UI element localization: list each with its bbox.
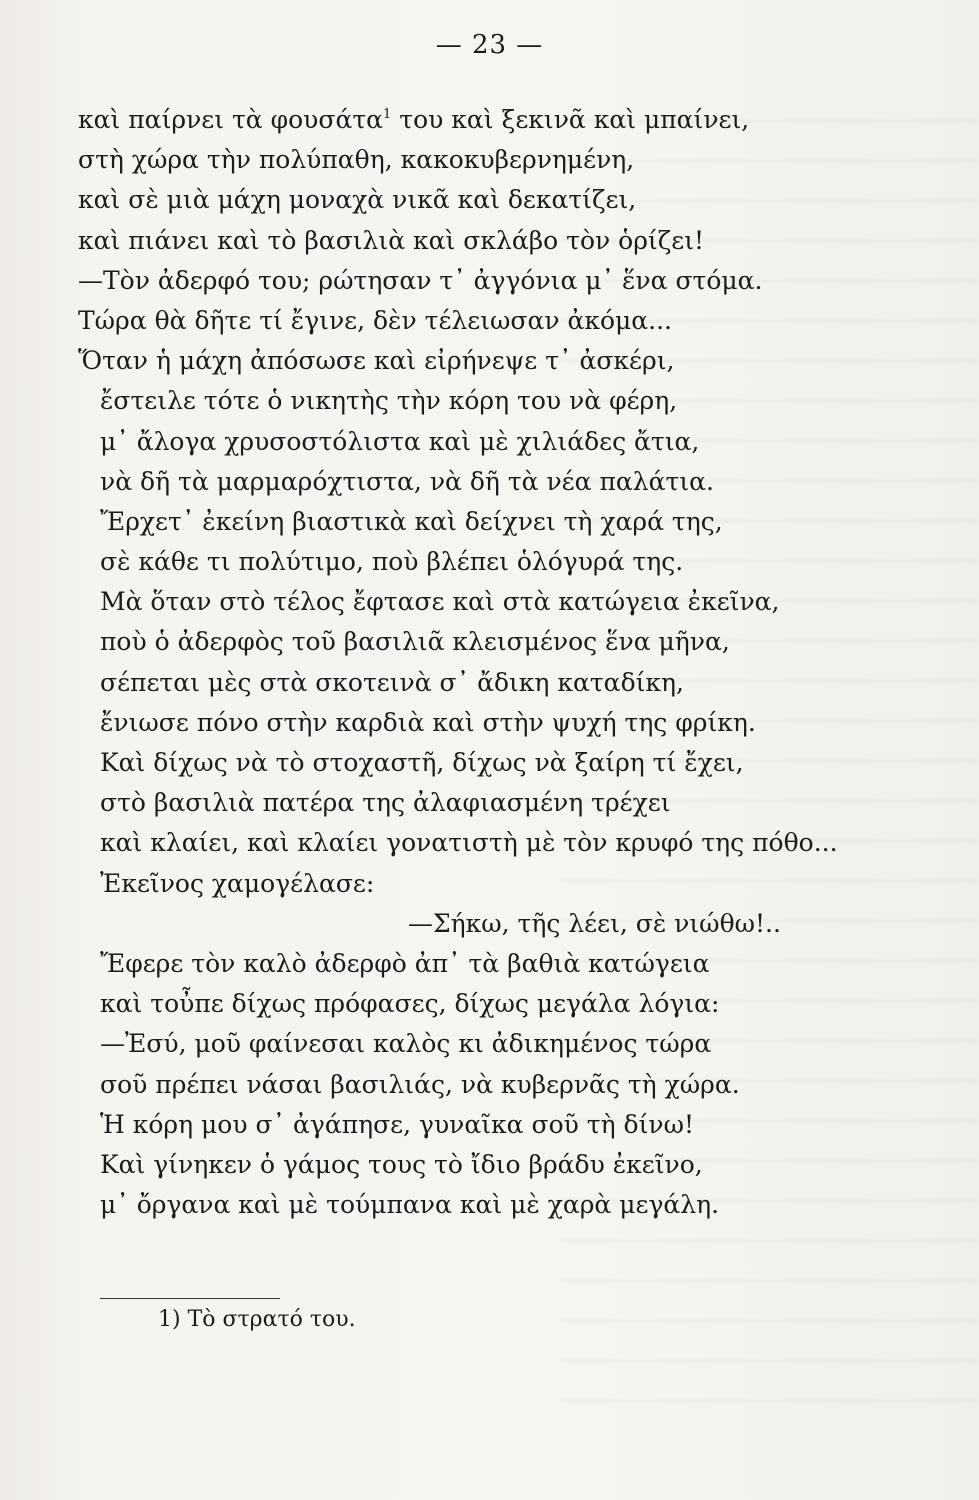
verse-line-7: Ὅταν ἡ μάχη ἀπόσωσε καὶ εἰρήνεψε τ᾽ ἀσκέρι, xyxy=(78,346,675,376)
verse-line-13: Μὰ ὅταν στὸ τέλος ἔφτασε καὶ στὰ κατώγεια ἐκεῖνα, xyxy=(100,587,780,617)
footnote: 1) Τὸ στρατό του. xyxy=(158,1307,356,1332)
verse-line-10: νὰ δῆ τὰ μαρμαρόχτιστα, νὰ δῆ τὰ νέα παλάτια. xyxy=(100,466,714,496)
verse-line-16: ἔνιωσε πόνο στὴν καρδιὰ καὶ στὴν ψυχή της φρίκη. xyxy=(100,707,756,737)
verse-line-11: Ἔρχετ᾽ ἐκείνη βιαστικὰ καὶ δείχνει τὴ χαρά της, xyxy=(100,506,723,536)
verse-line-1-end: του καὶ ξεκινᾶ καὶ μπαίνει, xyxy=(391,105,750,134)
verse-line-9: μ᾽ ἄλογα χρυσοστόλιστα καὶ μὲ χιλιάδες ἄτια, xyxy=(100,426,700,456)
verse-line-24: —Ἐσύ, μοῦ φαίνεσαι καλὸς κι ἀδικημένος τώρα xyxy=(100,1029,712,1059)
verse-line-3: καὶ σὲ μιὰ μάχη μοναχὰ νικᾶ καὶ δεκατίζει, xyxy=(78,185,637,215)
verse-line-8: ἔστειλε τότε ὁ νικητὴς τὴν κόρη του νὰ φέρη, xyxy=(100,386,678,416)
verse-line-5: —Τὸν ἀδερφό του; ρώτησαν τ᾽ ἀγγόνια μ᾽ ἕνα στόμα. xyxy=(78,265,763,295)
verse-line-27: Καὶ γίνηκεν ὁ γάμος τους τὸ ἴδιο βράδυ ἐκεῖνο, xyxy=(100,1149,703,1179)
verse-line-6: Τώρα θὰ δῆτε τί ἔγινε, δὲν τέλειωσαν ἀκόμα... xyxy=(78,305,673,335)
verse-line-18: στὸ βασιλιὰ πατέρα της ἀλαφιασμένη τρέχει xyxy=(100,788,671,818)
verse-line-4: καὶ πιάνει καὶ τὸ βασιλιὰ καὶ σκλάβο τὸν ὁρίζει! xyxy=(78,225,705,255)
footnote-rule xyxy=(100,1298,280,1299)
poem-text xyxy=(78,100,868,1225)
verse-line-23: καὶ τοὖπε δίχως πρόφασες, δίχως μεγάλα λόγια: xyxy=(100,989,720,1019)
verse-line-20: Ἐκεῖνος χαμογέλασε: xyxy=(100,868,375,898)
footnote-marker: 1 xyxy=(383,107,392,122)
verse-line-22: Ἔφερε τὸν καλὸ ἀδερφὸ ἀπ᾽ τὰ βαθιὰ κατώγεια xyxy=(100,948,710,978)
verse-line-19: καὶ κλαίει, καὶ κλαίει γονατιστὴ μὲ τὸν κρυφό της πόθο... xyxy=(100,828,838,858)
verse-line-1-start: καὶ παίρνει τὰ φουσάτα xyxy=(78,105,384,134)
verse-line-17: Καὶ δίχως νὰ τὸ στοχαστῆ, δίχως νὰ ξαίρη τί ἔχει, xyxy=(100,748,744,777)
verse-line-21: —Σήκω, τῆς λέει, σὲ νιώθω!.. xyxy=(408,908,781,938)
page-number: — 23 — xyxy=(435,30,544,60)
verse-line-2: στὴ χώρα τὴν πολύπαθη, κακοκυβερνημένη, xyxy=(78,145,635,175)
verse-line-15: σέπεται μὲς στὰ σκοτεινὰ σ᾽ ἄδικη καταδίκη, xyxy=(100,667,684,697)
verse-line-14: ποὺ ὁ ἀδερφὸς τοῦ βασιλιᾶ κλεισμένος ἕνα μῆνα, xyxy=(100,627,730,657)
verse-line-28: μ᾽ ὄργανα καὶ μὲ τούμπανα καὶ μὲ χαρὰ μεγάλη. xyxy=(100,1190,720,1220)
verse-line-26: Ἡ κόρη μου σ᾽ ἀγάπησε, γυναῖκα σοῦ τὴ δίνω! xyxy=(100,1109,695,1139)
verse-line-25: σοῦ πρέπει νάσαι βασιλιάς, νὰ κυβερνᾶς τὴ χώρα. xyxy=(100,1069,740,1099)
verse-line-1 xyxy=(78,100,868,140)
verse-line-12: σὲ κάθε τι πολύτιμο, ποὺ βλέπει ὁλόγυρά της. xyxy=(100,547,684,577)
